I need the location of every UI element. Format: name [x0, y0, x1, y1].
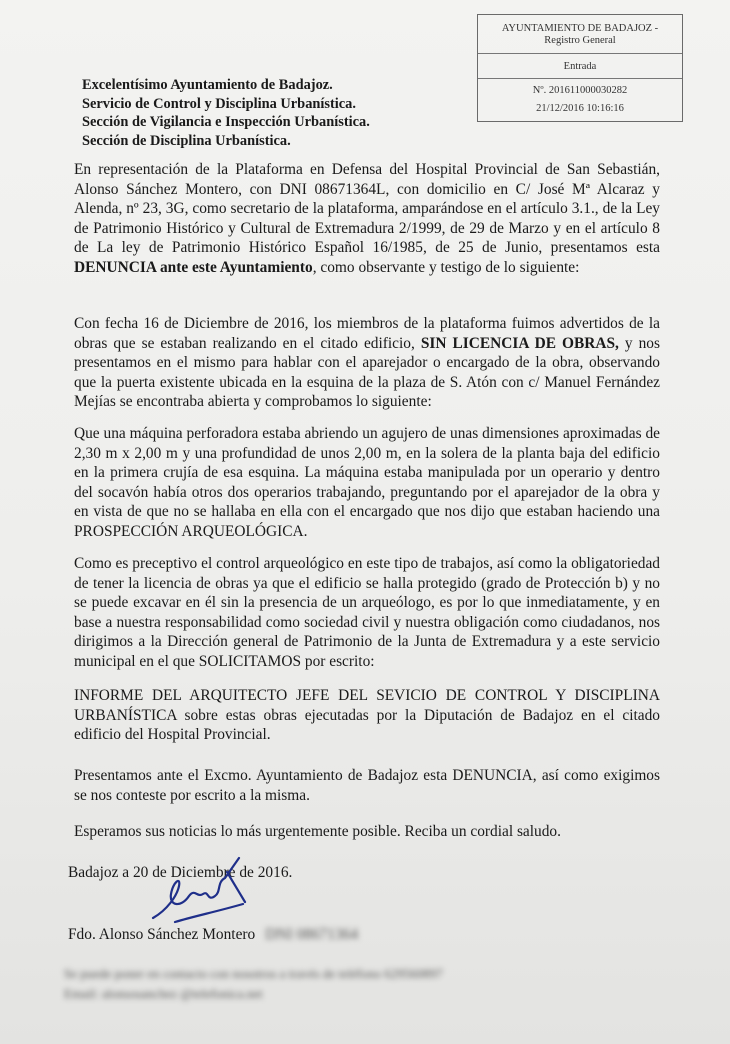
bold-text-run: SIN LICENCIA DE OBRAS, — [420, 334, 619, 352]
redacted-email-line: Email: alonsosanchez @telefonica.net — [64, 986, 263, 1001]
redacted-dni: DNI 08671364 — [265, 926, 359, 943]
addressee-line: Sección de Disciplina Urbanística. — [82, 132, 291, 149]
paragraph-introduction — [74, 160, 660, 278]
text-run: , como observante y testigo de lo siguiente: — [312, 258, 580, 276]
addressee-line: Sección de Vigilancia e Inspección Urbanística. — [82, 114, 370, 130]
addressee-line: Servicio de Control y Disciplina Urbanística. — [82, 95, 356, 112]
stamp-number: Nº. 201611000030282 — [532, 85, 628, 96]
paragraph-complaint: Presentamos ante el Excmo. Ayuntamiento de Badajoz esta DENUNCIA, así como exigimos se nos conteste por escrito a la misma. — [74, 767, 660, 804]
text-run: y nos presentamos en el mismo para hablar con el aparejador o encargado de la obra, observando que la puerta existente ubicada en la esquina de la plaza de S. Atón con c/ Manuel Fernández Mejías se encontraba abierta y comprobamos lo siguiente: — [74, 334, 660, 411]
place-and-date: Badajoz a 20 de Diciembre de 2016. — [68, 864, 293, 881]
stamp-office: AYUNTAMIENTO DE BADAJOZ - — [501, 23, 659, 34]
text-run: En representación de la Plataforma en Defensa del Hospital Provincial de San Sebastián, Alonso Sánchez Montero, con DNI 08671364L, con domicilio en C/ José Mª Alcaraz y Alenda, nº 23, 3G, como secretario de la plataforma, amparándose en el artículo 3.1., de la Ley de Patrimonio Histórico y Cultural de Extremadura 2/1999, de 29 de Marzo y en el artículo 8 de La ley de Patrimonio Histórico Español 16/1985, de 25 de Junio, presentamos esta — [74, 161, 660, 257]
redacted-phone-line: Se puede poner en contacto con nosotros a través de teléfono 629560897 — [64, 966, 443, 981]
text-run: Con fecha 16 de Diciembre de 2016, los miembros de la plataforma fuimos advertidos de la obras que se estaban realizando en el citado edificio, — [74, 315, 660, 352]
addressee-line: Excelentísimo Ayuntamiento de Badajoz. — [82, 77, 333, 93]
handwritten-signature — [145, 852, 255, 932]
bold-text-run: DENUNCIA ante este Ayuntamiento — [74, 258, 313, 276]
paragraph-observation: Que una máquina perforadora estaba abriendo un agujero de unas dimensiones aproximadas de 2,30 m x 2,00 m y una profundidad de unos 2,00 m, en la solera de la planta baja del edificio en la primera crujía de esa esquina. La máquina estaba manipulada por un operario y dentro del socavón había otros dos operarios trabajando, preguntando por el aparejador de la obra y en vista de que no se hallaba en ella con el encargado que nos dijo que estaban haciendo una PROSPECCIÓN ARQUEOLÓGICA. — [74, 425, 660, 540]
paragraph-report-request: INFORME DEL ARQUITECTO JEFE DEL SEVICIO DE CONTROL Y DISCIPLINA URBANÍSTICA sobre estas obras ejecutadas por la Diputación de Badajoz en el citado edificio del Hospital Provincial. — [74, 687, 660, 744]
redacted-contact-block — [64, 964, 443, 1004]
registry-stamp — [477, 14, 683, 122]
addressee-block — [82, 76, 442, 150]
paragraph-facts — [74, 314, 660, 412]
stamp-datetime: 21/12/2016 10:16:16 — [536, 103, 624, 114]
paragraph-closing: Esperamos sus noticias lo más urgentemente posible. Reciba un cordial saludo. — [74, 823, 561, 840]
signatory-name: Fdo. Alonso Sánchez Montero — [68, 926, 256, 943]
stamp-entry: Entrada — [563, 61, 597, 72]
paragraph-request: Como es preceptivo el control arqueológico en este tipo de trabajos, así como la obligatoriedad de tener la licencia de obras ya que el edificio se halla protegido (grado de Protección b) y no se puede excavar en él sin la presencia de un arqueólogo, es por lo que inmediatamente, y en base a nuestra responsabilidad como sociedad civil y nuestra obligación como ciudadanos, nos dirigimos a la Dirección general de Patrimonio de la Junta de Extremadura y a este servicio municipal en el que SOLICITAMOS por escrito: — [74, 555, 660, 670]
stamp-registry: Registro General — [544, 35, 616, 46]
signatory-line — [68, 926, 358, 944]
